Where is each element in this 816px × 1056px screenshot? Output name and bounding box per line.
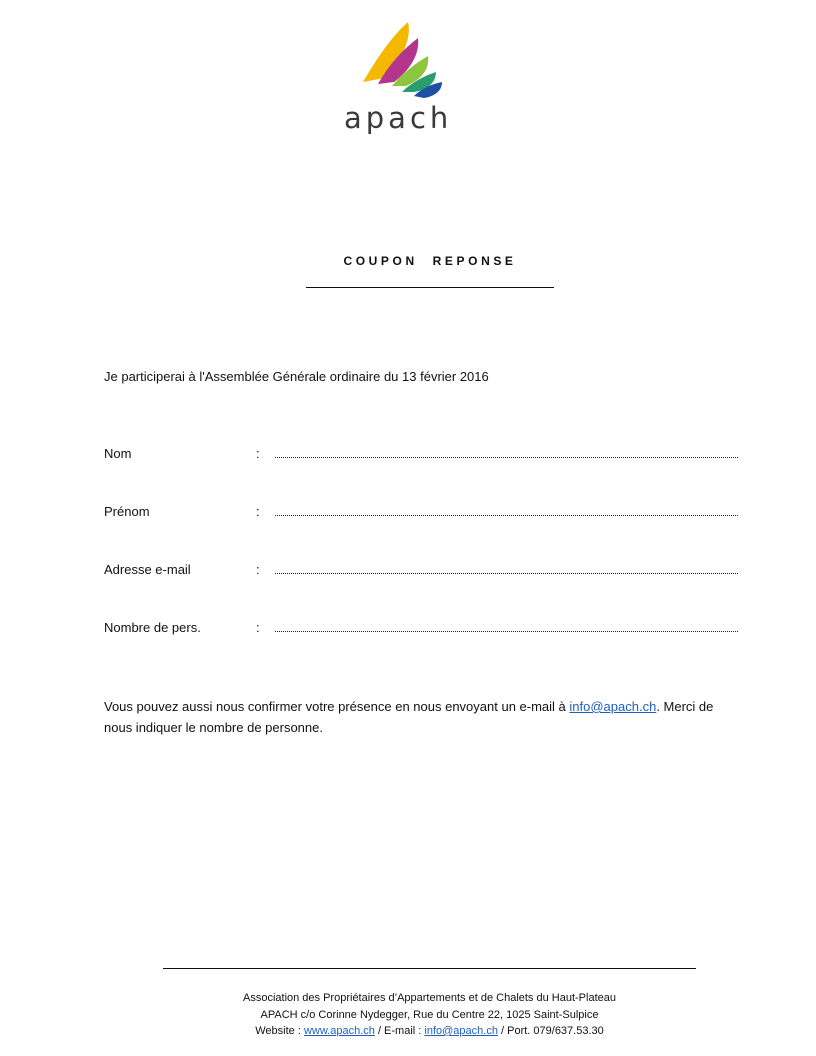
field-colon: : xyxy=(256,620,260,635)
website-link[interactable]: www.apach.ch xyxy=(303,1025,375,1037)
footer xyxy=(163,990,696,1040)
closing-text: Vous pouvez aussi nous confirmer votre présence en nous envoyant un e-mail à xyxy=(104,699,570,714)
footer-contact xyxy=(163,1023,696,1040)
intro-text: Je participerai à l'Assemblée Générale ordinaire du 13 février 2016 xyxy=(104,369,489,384)
field-adresse-email[interactable] xyxy=(104,562,738,580)
footer-address: APACH c/o Corinne Nydegger, Rue du Centre 22, 1025 Saint-Sulpice xyxy=(260,1008,599,1021)
sail-logo-icon xyxy=(358,20,448,102)
website-label: Website : xyxy=(255,1025,304,1037)
footer-association: Association des Propriétaires d’Appartements et de Chalets du Haut-Plateau xyxy=(243,992,616,1004)
fill-in-line[interactable] xyxy=(275,631,738,632)
field-colon: : xyxy=(256,562,260,577)
page-title: COUPON REPONSE xyxy=(343,254,517,268)
title-underline xyxy=(306,287,554,288)
fill-in-line[interactable] xyxy=(275,457,738,458)
field-colon: : xyxy=(256,504,260,519)
logo-wordmark: apach xyxy=(344,101,453,135)
closing-text-end: . Merci de nous indiquer le nombre de personne. xyxy=(104,699,714,735)
field-label: Prénom xyxy=(104,504,150,519)
field-colon: : xyxy=(256,446,260,461)
footer-divider xyxy=(163,968,696,969)
closing-paragraph xyxy=(104,696,744,738)
email-link[interactable]: info@apach.ch xyxy=(569,699,657,714)
email-label: / E-mail : xyxy=(374,1025,425,1037)
field-nombre-pers[interactable] xyxy=(104,620,738,638)
field-label: Nombre de pers. xyxy=(104,620,201,635)
field-prenom[interactable] xyxy=(104,504,738,522)
field-nom[interactable] xyxy=(104,446,738,464)
apach-logo xyxy=(338,20,468,135)
fill-in-line[interactable] xyxy=(275,515,738,516)
field-label: Adresse e-mail xyxy=(104,562,191,577)
fill-in-line[interactable] xyxy=(275,573,738,574)
footer-email-link[interactable]: info@apach.ch xyxy=(424,1025,498,1037)
phone-text: / Port. 079/637.53.30 xyxy=(497,1025,604,1037)
field-label: Nom xyxy=(104,446,132,461)
